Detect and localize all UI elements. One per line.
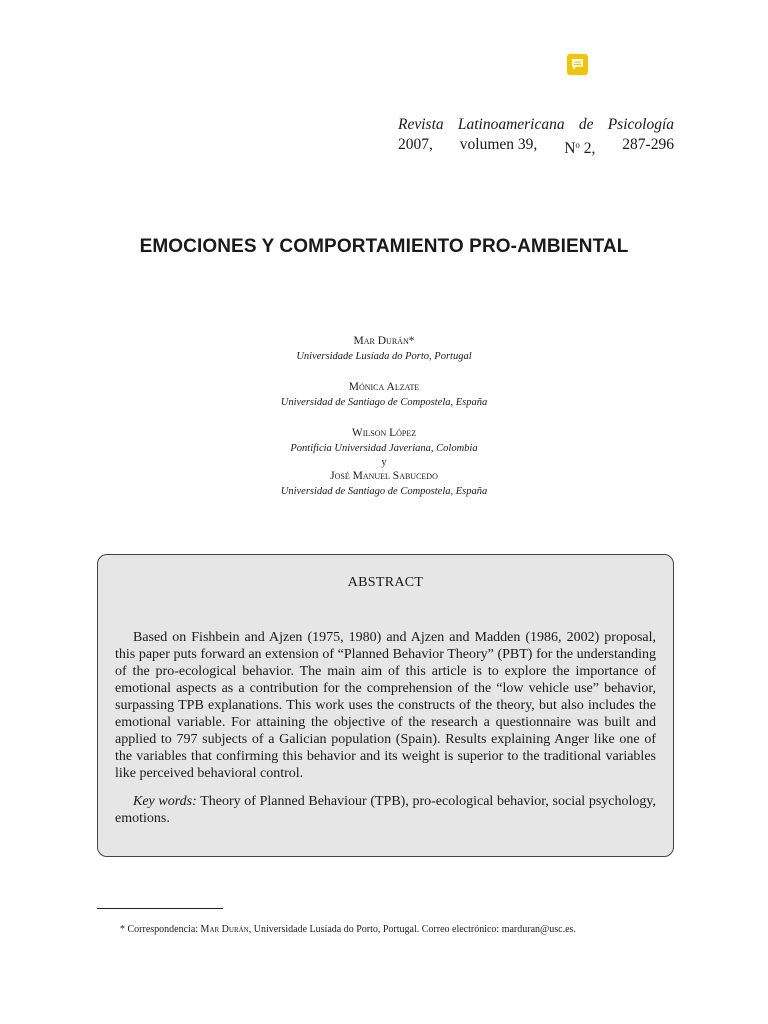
author-name: Mar Durán* <box>353 335 415 347</box>
journal-issue-info <box>398 135 674 159</box>
author-name: Wilson López <box>351 427 417 439</box>
comment-icon[interactable] <box>567 54 588 75</box>
keywords-text: Theory of Planned Behaviour (TPB), pro-ecological behavior, social psychology, emotions. <box>115 794 656 826</box>
author-affiliation: Universidad de Santiago de Compostela, España <box>280 397 488 408</box>
keywords-label: Key words: <box>133 794 197 809</box>
article-title: EMOCIONES Y COMPORTAMIENTO PRO-AMBIENTAL <box>139 236 629 257</box>
abstract-heading: ABSTRACT <box>347 575 424 590</box>
footnote-divider <box>97 908 223 909</box>
author-name: José Manuel Sabucedo <box>330 470 438 482</box>
abstract-body <box>115 629 656 827</box>
abstract-text: Based on Fishbein and Ajzen (1975, 1980) and Ajzen and Madden (1986, 2002) proposal, this paper puts forward an extension of “Planned Behavior Theory” (PBT) for the understanding of the pro-ecological behavior. The main aim of this article is to explore the importance of emotional aspects as a contribution for the comprehension of the “low vehicle use” behavior, surpassing TPB explanations. This work uses the constructs of the theory, but also includes the emotional variable. For attaining the objective of the research a questionnaire was built and applied to 797 subjects of a Galician population (Spain). Results explaining Anger like one of the variables that confirming this behavior and its weight is superior to the traditional variables like perceived behavioral control. <box>115 630 656 781</box>
journal-year: 2007, <box>398 136 433 153</box>
journal-number: $N^o$ 2, <box>564 140 596 157</box>
author-name: Mónica Alzate <box>348 381 420 393</box>
journal-volume: volumen 39, <box>459 136 538 153</box>
author-affiliation: Pontificia Universidad Javeriana, Colombia <box>290 443 478 454</box>
author-affiliation: Universidade Lusíada do Porto, Portugal <box>296 351 472 362</box>
author-list <box>0 334 768 499</box>
journal-name: Revista Latinoamericana de Psicología <box>398 116 674 133</box>
author-conjunction: y <box>381 457 387 468</box>
abstract-box <box>97 554 674 857</box>
author-affiliation: Universidad de Santiago de Compostela, España <box>280 486 488 497</box>
journal-pages: 287-296 <box>622 136 674 153</box>
footnote-author: Mar Durán <box>200 924 249 935</box>
journal-header <box>398 115 674 159</box>
keywords <box>115 793 656 827</box>
footnote: * Correspondencia: Mar Durán, Universidade Lusíada do Porto, Portugal. Correo electrónico: marduran@usc.es. <box>120 924 576 935</box>
